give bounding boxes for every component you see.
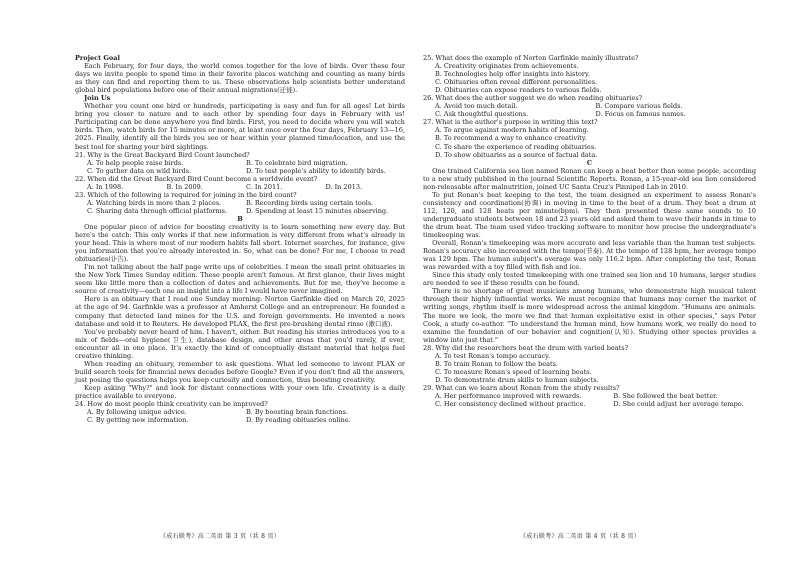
question-29: 29. What can we learn about Ronan from the study results? [423,383,620,392]
option: B. Recording birds using certain tools. [246,198,374,207]
passage-paragraph: You've probably never heard of him. I haven't, either. But reading his stories introduces you to a mix of fields—oral hygiene(卫生), database design, and other areas that you'd rarely, if ever, encounter all in one place. It's exactly the kind of conceptually distant material that helps fuel creative thinking. [75,327,405,360]
option: B. By boosting brain functions. [246,408,348,417]
option: C. Obituaries often reveal different personalities. [435,78,598,87]
passage-paragraph: Here is an obituary that I read one Sunday morning: Norton Garfinkle died on March 20, 2025 at the age of 94. Garfinkle was a professor at Amherst College and an entrepreneur. He founded a company that detected land mines for the U.S. and foreign governments. He invented a news database and sold it to Reuters. He developed PLAX, the first pre-brushing dental rinse (漱口液). [75,295,405,328]
option: C. By getting new information. [87,416,189,425]
passage-paragraph: Whether you count one bird or hundreds, participating is easy and fun for all ages! Let birds bring you closer to nature and to each other by spending four days in February with us! Participating can be done anywhere you find birds. First, you need to decide where you will watch birds. Then, watch birds for 15 minutes or more, at least once over the four days, February 13—16, 2025. Finally, identify all the birds you see or hear within your planned time/location, and use the best tool for sharing your bird sightings. [75,102,405,151]
left-column [75,54,405,424]
option: A. Her performance improved with rewards. [435,391,582,400]
option: C. To share the experience of reading obituaries. [435,142,597,151]
passage-paragraph: One trained California sea lion named Ronan can keep a beat better than some people, according to a new study published in the journal Scientific Reports. Ronan, a 15-year-old sea lion considered non-releasable after malnutrition, joined UC Santa Cruz's Pinniped Lab in 2010. [423,166,756,191]
passage-paragraph: To put Ronan's beat keeping to the test, the team designed an experiment to assess Ronan's consistency and coordination(协调) in moving in time to the beat of a drum. They beat a drum at 112, 120, and 128 beats per minute(bpm). They then presented these same sounds to 10 undergraduate students between 18 and 23 years old and asked them to wave their hands in time to the drum beat. The team used video tracking software to monitor how precise the undergraduate's timekeeping was. [423,190,756,240]
passage-paragraph: There is no shortage of great musicians among humans, who demonstrate high musical talent through their highly influential works. We must recognize that humans may corner the market of writing songs, rhythm itself is more widespread across the animal kingdom. "Humans are animals. The more we look, the more we find that human exploitative exist in other species," says Peter Cook, a study co-author. "To understand the human mind, how humans work, we really do need to examine the foundation of our behavior and cognition(认知). Studying other species provides a window into just that." [423,287,756,344]
option: C. Her consistency declined without practice. [435,400,586,409]
option: B. To celebrate bird migration. [246,158,348,167]
passage-paragraph: One popular piece of advice for boosting creativity is to learn something new every day. But here's the catch: This only works if that new information is very different from what's already in your head. This is where most of our modern habits fall short. Internet searches, for instance, give you information that you're already interested in. So, what can be done? For me, I choose to read obituaries(讣告). [75,222,405,264]
option: A. To test Ronan's tempo accuracy. [435,351,550,360]
option: C. To measure Ronan's speed of learning beats. [435,367,592,376]
question-22-options [75,183,405,191]
section-title: Project Goal [75,54,120,62]
option: B. To train Ronan to follow the beats. [435,359,558,368]
passage-paragraph: Keep asking "Why?" and look for distant connections with your own life. Creativity is a daily practice available to everyone. [75,383,405,400]
question-26-options [423,102,756,118]
passage-paragraph: I'm not talking about the half page write ups of celebrities. I mean the small print obituaries in the New York Times Sunday edition. These people aren't famous. At first glance, their lives might seem like little more than a collection of dates and achievements. But for me, they've become a source of creativity—each one an insight into a life I would have never imagined. [75,263,405,296]
question-25: 25. What does the example of Norton Garfinkle mainly illustrate? [423,54,639,62]
question-24: 24. How do most people think creativity can be improved? [75,400,268,409]
question-22: 22. When did the Great Backyard Bird Count become a worldwide event? [75,174,318,183]
option: C. Ask thoughtful questions. [435,110,529,119]
question-24-options [75,408,405,424]
section-label: B [237,214,243,223]
section-subtitle: Join Us [84,94,111,103]
option: A. To help people raise birds. [87,158,184,167]
option: D. Obituaries can expose readers to various fields. [435,86,602,95]
question-26: 26. What does the author suggest we do when reading obituaries? [423,94,643,103]
option: D. To demonstrate drum skills to human subjects. [435,375,599,384]
option: C. In 2011. [246,182,283,191]
passage-paragraph: Since this study only tested timekeeping with one trained sea lion and 10 humans, larger studies are needed to see if these results can be found. [423,271,756,288]
option: B. Technologies help offer insights into history. [435,70,590,79]
option: A. To argue against modern habits of learning. [435,126,589,135]
question-23: 23. Which of the following is required for joining in the bird count? [75,190,297,199]
option: A. By following unique advice. [87,408,187,417]
page-footer-right: 《成石联考》高二英语 第 4 页（共 8 页） [520,533,641,540]
page-footer-left: 《成石联考》高二英语 第 3 页（共 8 页） [160,533,281,540]
option: C. Sharing data through official platforms. [87,206,228,215]
question-21: 21. Why is the Great Backyard Bird Count launched? [75,150,250,159]
question-27: 27. What is the author's purpose in writing this text? [423,118,598,127]
section-label: C [586,158,593,167]
option: A. Watching birds in more than 2 places. [87,198,222,207]
option: D. Spending at least 15 minutes observing. [246,206,389,215]
option: B. She followed the beat better. [613,391,718,400]
option: A. Avoid too much detail. [435,102,518,111]
question-28: 28. Why did the researchers beat the drum with varied beats? [423,343,629,352]
option: D. In 2013. [325,182,363,191]
passage-paragraph: When reading an obituary, remember to ask questions. What led someone to invent PLAX or build search tools for financial news decades before Google? Even if you don't find all the answers, just posing the questions helps you keep curiosity and connection, thus boosting creativity. [75,359,405,384]
option: D. She could adjust her average tempo. [613,400,744,409]
option: D. To test people's ability to identify birds. [246,166,386,175]
right-column [423,54,756,408]
question-21-options [75,159,405,175]
option: B. In 2009. [166,182,203,191]
question-23-options [75,199,405,215]
question-29-options [423,392,756,408]
passage-paragraph: Each February, for four days, the world comes together for the love of birds. Over these four days we invite people to spend time in their favorite places watching and counting as many birds as they can find and reporting them to us. These observations help scientists better understand global bird populations before one of their annual migrations(迁徙). [75,62,405,95]
option: C. To gather data on wild birds. [87,166,192,175]
option: B. Compare various fields. [595,102,683,111]
option: D. Focus on famous names. [595,110,686,119]
option: A. Creativity originates from achievements. [435,62,579,71]
option: D. To show obituaries as a source of factual data. [435,150,598,159]
option: B. To recommend a way to enhance creativity. [435,134,587,143]
option: D. By reading obituaries online. [246,416,351,425]
passage-paragraph: Overall, Ronan's timekeeping was more accurate and less variable than the human test subjects. Ronan's accuracy also increased with the tempo(节奏). At the tempo of 128 bpm, her average tempo was 129 bpm. The human subject's average was only 116.2 bpm. After completing the test, Ronan was rewarded with a toy filled with fish and ice. [423,239,756,272]
option: A. In 1998. [87,182,124,191]
